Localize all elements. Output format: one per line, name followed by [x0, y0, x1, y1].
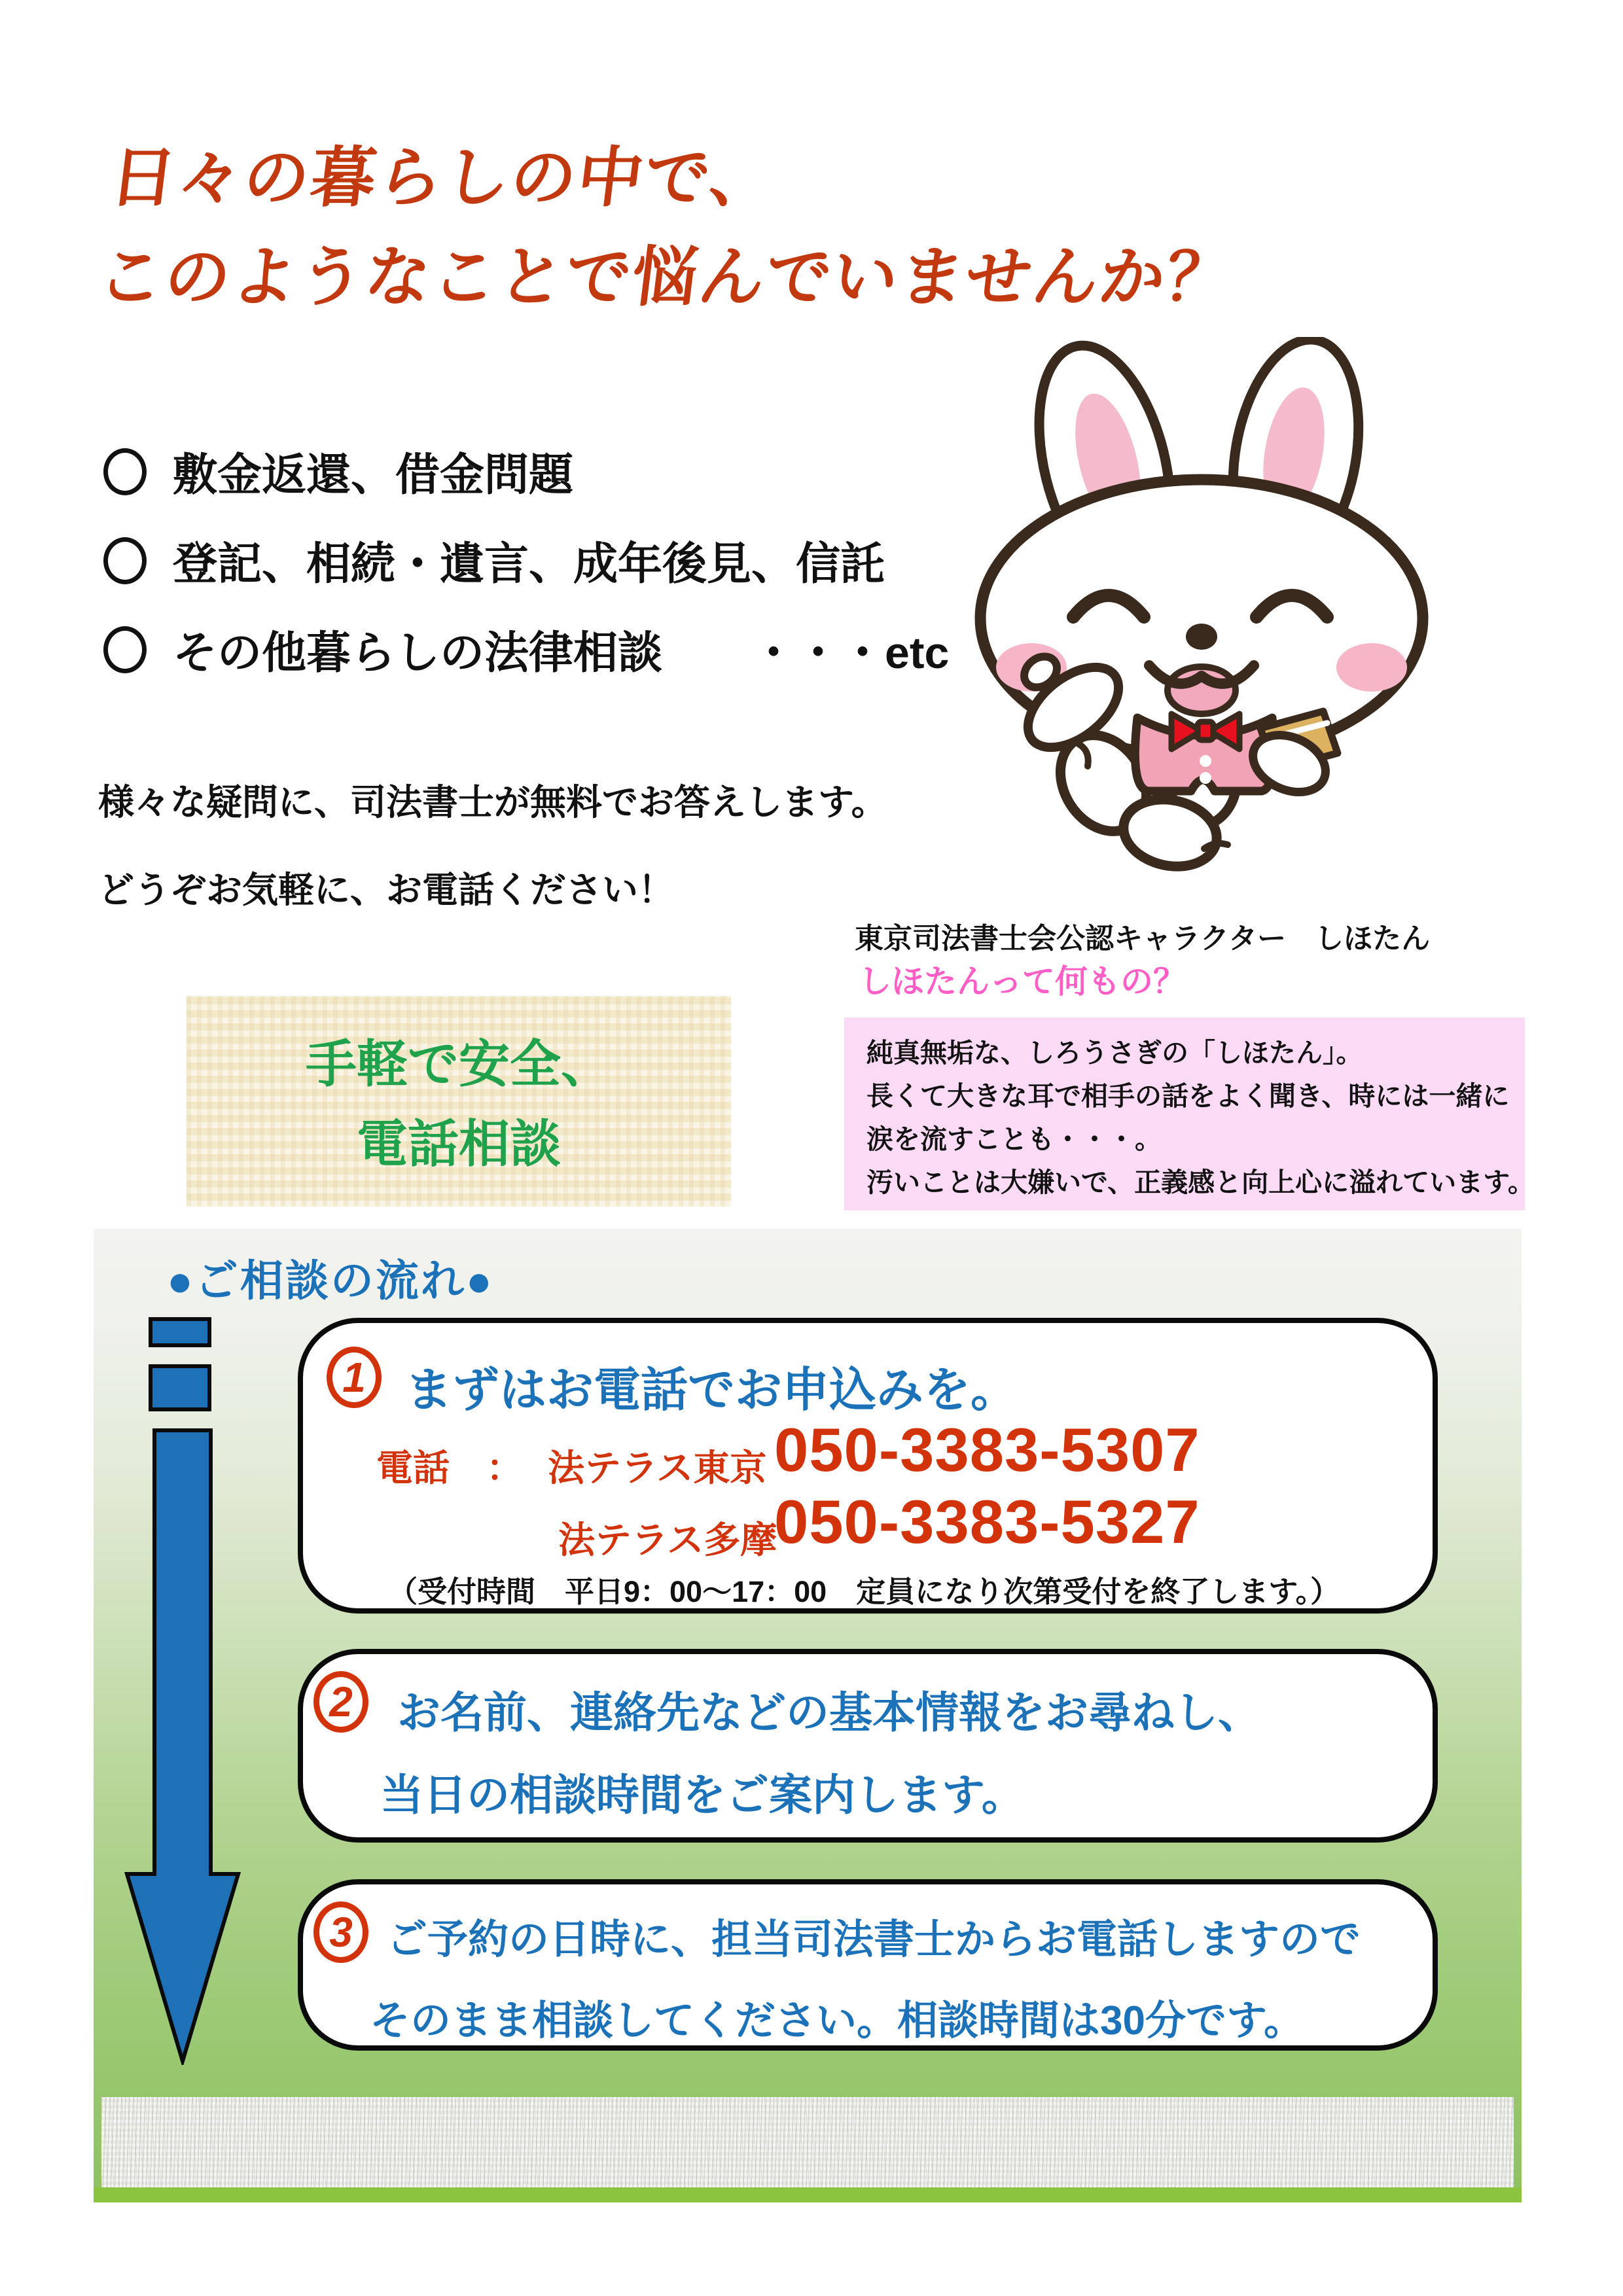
step-1-office-1-phone-number: 050-3383-5307 [774, 1415, 1200, 1484]
concern-item-text: 登記、相続・遺言、成年後見、信託 [173, 539, 885, 589]
flow-step-1-card [298, 1318, 1438, 1614]
title-line-2: このようなことで悩んでいませんか？ [94, 241, 1238, 314]
step-2-number-badge: 2 [313, 1671, 368, 1733]
textured-footer-strip [101, 2097, 1514, 2187]
mascot-description-box [844, 1017, 1535, 1210]
step-1-office-2-name: 法テラス多摩 [558, 1519, 777, 1561]
step-3-text-line-1: ご予約の日時に、担当司法書士からお電話しますので [387, 1917, 1361, 1962]
step-2-text-line-2: 当日の相談時間をご案内します。 [380, 1771, 1025, 1819]
circle-bullet-icon [103, 626, 147, 673]
mascot-description-line: 純真無垢な、しろうさぎの「しほたん」。 [866, 1038, 1363, 1068]
mascot-description-line: 涙を流すことも・・・。 [866, 1124, 1162, 1154]
rabbit-mascot-illustration [974, 337, 1429, 885]
mascot-description-line: 長くて大きな耳で相手の話をよく聞き、時には一緒に [866, 1081, 1510, 1111]
banner-line-2: 電話相談 [356, 1115, 561, 1173]
flow-heading: ●ご相談の流れ● [167, 1256, 494, 1305]
mascot-caption: 東京司法書士会公認キャラクター しほたん [855, 923, 1431, 955]
step-1-office-1-name: 法テラス東京 [548, 1447, 767, 1489]
page-title [92, 128, 1251, 327]
concern-item-text: 敷金返還、借金問題 [173, 450, 574, 500]
concern-item [103, 618, 949, 681]
circle-bullet-icon [103, 537, 147, 584]
concern-item [103, 529, 885, 592]
phone-consultation-banner [187, 996, 731, 1207]
step-1-number-badge: 1 [327, 1347, 382, 1408]
intro-line-2: どうぞお気軽に、お電話ください！ [98, 870, 675, 910]
mascot-description-line: 汚いことは大嫌いで、正義感と向上心に溢れています。 [866, 1167, 1535, 1197]
intro-line-1: 様々な疑問に、司法書士が無料でお答えします。 [98, 782, 887, 822]
step-3-text-line-2: そのまま相談してください。相談時間は30分です。 [370, 1998, 1305, 2043]
step-1-office-2-phone-number: 050-3383-5327 [774, 1487, 1200, 1556]
title-line-1: 日々の暮らしの中で、 [105, 141, 781, 215]
consultation-flow-panel [94, 1229, 1522, 2202]
flow-arrow-icon [120, 1315, 245, 2065]
step-1-title: まずはお電話でお申込みを。 [405, 1364, 1018, 1417]
flow-step-3-card [298, 1879, 1438, 2051]
step-1-reception-note: （受付時間 平日9：00～17：00 定員になり次第受付を終了します。） [388, 1575, 1340, 1608]
step-2-text-line-1: お名前、連絡先などの基本情報をお尋ねし、 [397, 1688, 1261, 1737]
flow-step-2-card [298, 1649, 1438, 1843]
panel-bottom-green-band [94, 2187, 1522, 2202]
step-3-number-badge: 3 [313, 1901, 368, 1963]
concern-item-text: その他暮らしの法律相談 ・・・etc [173, 628, 950, 678]
concern-item [103, 440, 573, 503]
mascot-question-heading: しほたんって何もの？ [859, 963, 1186, 1000]
circle-bullet-icon [103, 448, 147, 495]
banner-line-1: 手軽で安全、 [305, 1035, 612, 1093]
step-1-phone-label: 電話 ： [376, 1447, 523, 1489]
